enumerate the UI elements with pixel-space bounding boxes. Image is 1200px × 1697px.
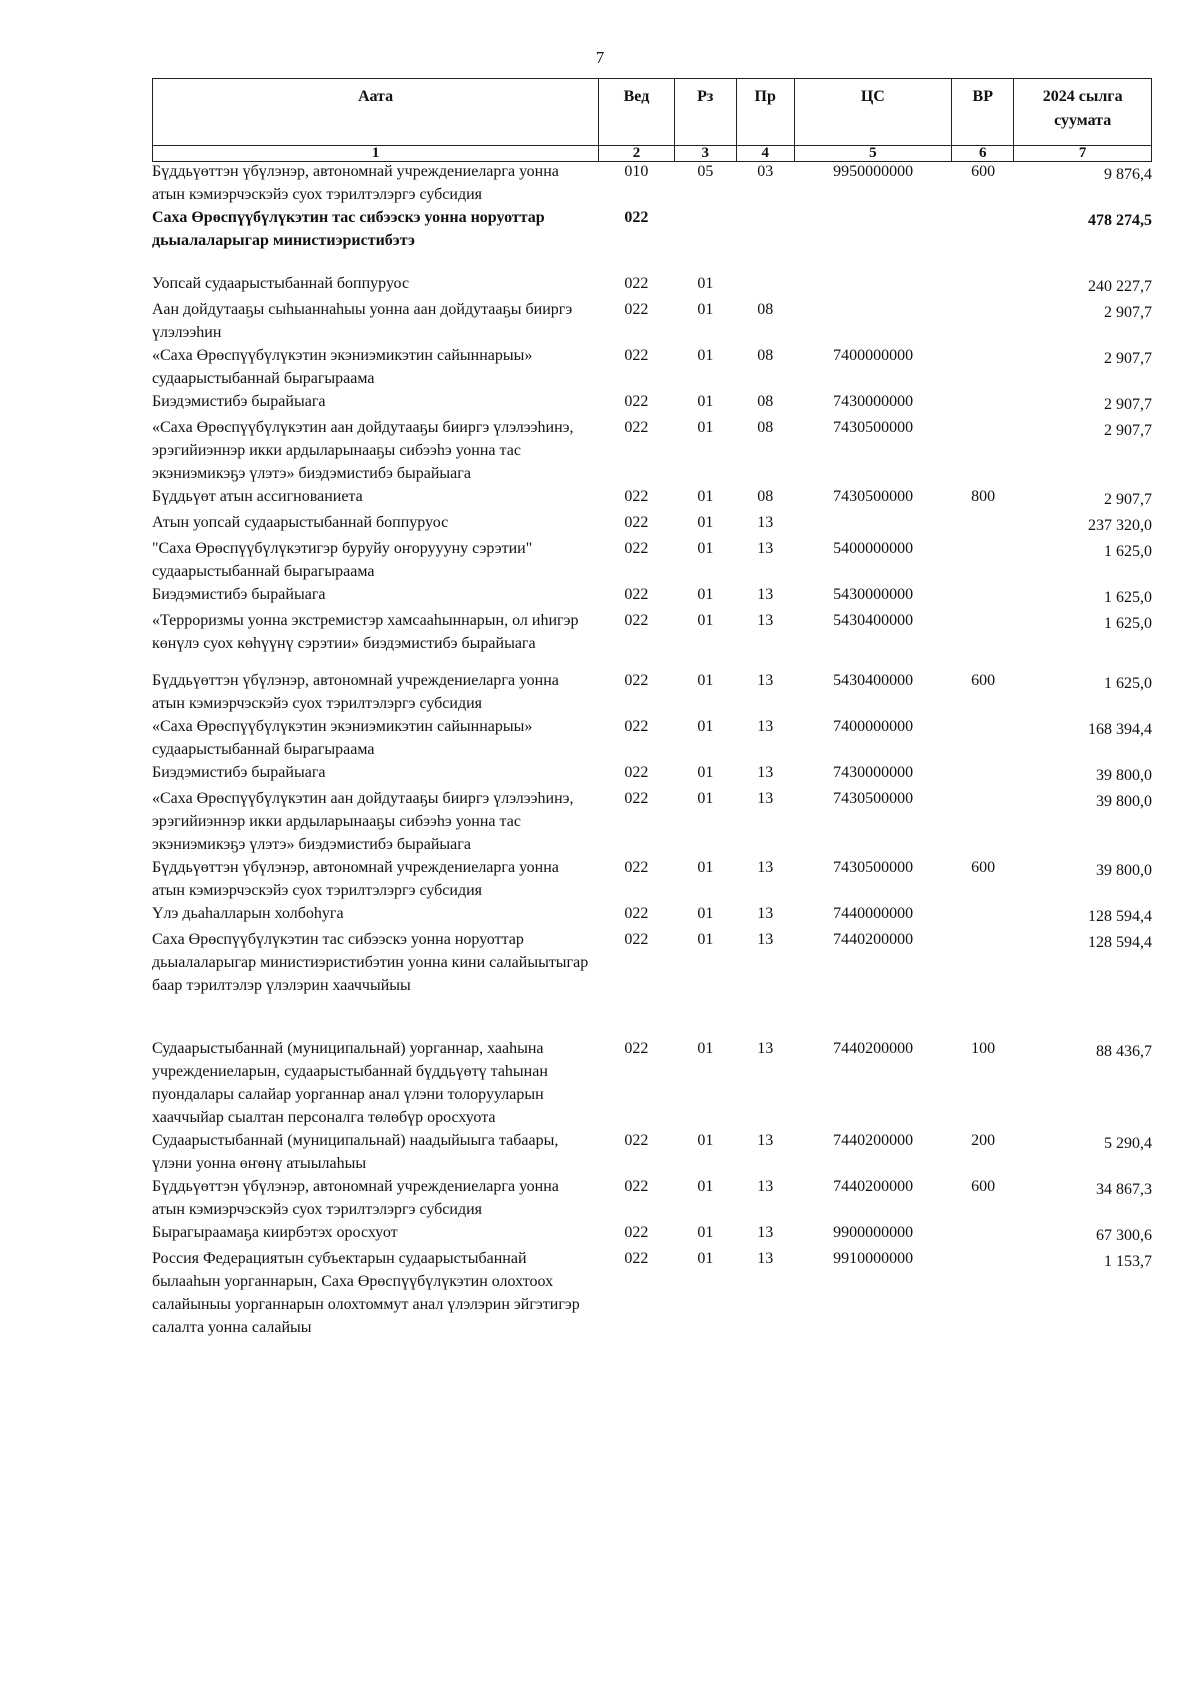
table-row — [152, 1129, 1152, 1175]
row-ved: 022 — [624, 347, 649, 364]
row-rz: 01 — [697, 488, 714, 505]
row-ved: 022 — [624, 672, 649, 689]
row-sum: 67 300,6 — [1096, 1227, 1152, 1244]
row-vr: 200 — [971, 1132, 996, 1149]
row-rz: 01 — [697, 790, 714, 807]
row-ved: 010 — [624, 163, 649, 180]
row-vr — [952, 298, 1014, 344]
row-cs: 7400000000 — [833, 347, 914, 364]
row-ved: 022 — [624, 275, 649, 292]
col-header-cs: ЦС — [794, 79, 952, 146]
table-header — [152, 78, 1152, 162]
table-row — [152, 1221, 1152, 1247]
col-header-ved: Вед — [599, 79, 674, 146]
row-rz: 01 — [697, 393, 714, 410]
row-cs — [794, 206, 952, 272]
row-cs: 7400000000 — [833, 718, 914, 735]
row-sum: 2 907,7 — [1104, 350, 1152, 367]
budget-table — [152, 160, 1152, 1339]
row-vr — [952, 206, 1014, 272]
row-pr: 08 — [757, 488, 774, 505]
row-pr: 13 — [757, 612, 774, 629]
row-pr: 08 — [757, 347, 774, 364]
row-ved: 022 — [624, 1132, 649, 1149]
row-ved: 022 — [624, 301, 649, 318]
row-name: «Терроризмы уонна экстремистэр хамсааһыннарын, ол иһигэр көнүлэ суох көһүүнү сэрэтии» биэдэмистибэ бырайыага — [152, 612, 579, 652]
row-sum: 2 907,7 — [1104, 422, 1152, 439]
row-name: Саха Өрөспүүбүлүкэтин тас сибээскэ уонна норуоттар дьыалаларыгар министиэристибэтэ — [152, 209, 545, 249]
row-vr — [952, 715, 1014, 761]
row-ved: 022 — [624, 1224, 649, 1241]
row-ved: 022 — [624, 859, 649, 876]
row-ved: 022 — [624, 540, 649, 557]
row-vr — [952, 761, 1014, 787]
row-rz: 01 — [697, 859, 714, 876]
row-cs: 5430400000 — [833, 612, 914, 629]
row-ved: 022 — [624, 764, 649, 781]
col-header-rz: Рз — [674, 79, 736, 146]
row-pr: 08 — [757, 301, 774, 318]
row-pr: 13 — [757, 540, 774, 557]
col-header-name: Аата — [153, 79, 599, 146]
row-rz: 01 — [697, 1224, 714, 1241]
table-row — [152, 787, 1152, 856]
row-sum: 128 594,4 — [1088, 934, 1152, 951]
row-pr: 13 — [757, 718, 774, 735]
table-row — [152, 511, 1152, 537]
row-pr: 13 — [757, 1250, 774, 1267]
row-rz: 01 — [697, 540, 714, 557]
row-sum: 1 153,7 — [1104, 1253, 1152, 1270]
row-ved: 022 — [624, 1040, 649, 1057]
row-rz: 01 — [697, 347, 714, 364]
row-pr: 13 — [757, 1224, 774, 1241]
row-sum: 39 800,0 — [1096, 767, 1152, 784]
row-rz: 01 — [697, 1132, 714, 1149]
row-cs: 9950000000 — [833, 163, 914, 180]
row-sum: 1 625,0 — [1104, 675, 1152, 692]
row-name: Судаарыстыбаннай (муниципальнай) наадыйыыга табаары, үлэни уонна өҥөнү атыылаһыы — [152, 1132, 559, 1172]
row-cs: 7440000000 — [833, 905, 914, 922]
row-vr — [952, 272, 1014, 298]
row-ved: 022 — [624, 419, 649, 436]
row-pr: 08 — [757, 419, 774, 436]
table-row — [152, 1247, 1152, 1339]
row-name: Бүддьүөттэн үбүлэнэр, автономнай учреждениеларга уонна атын кэмиэрчэскэйэ суох тэрилтэлэргэ субсидия — [152, 859, 559, 899]
row-cs: 7430000000 — [833, 393, 914, 410]
row-vr: 600 — [971, 672, 996, 689]
row-name: "Саха Өрөспүүбүлүкэтигэр буруйу оҥоруууну сэрэтии" судаарыстыбаннай бырагыраама — [152, 540, 533, 580]
row-vr — [952, 1221, 1014, 1247]
row-cs — [794, 272, 952, 298]
col-number-6: 6 — [952, 146, 1014, 162]
table-row — [152, 272, 1152, 298]
table-row — [152, 902, 1152, 928]
row-sum: 39 800,0 — [1096, 862, 1152, 879]
row-vr — [952, 511, 1014, 537]
table-row — [152, 206, 1152, 272]
row-rz: 01 — [697, 514, 714, 531]
row-name: Үлэ дьаһалларын холбоһуга — [152, 905, 344, 922]
row-sum: 128 594,4 — [1088, 908, 1152, 925]
col-number-1: 1 — [153, 146, 599, 162]
row-vr — [952, 1247, 1014, 1339]
row-pr: 13 — [757, 859, 774, 876]
row-sum: 2 907,7 — [1104, 491, 1152, 508]
row-rz: 01 — [697, 718, 714, 735]
row-name: «Саха Өрөспүүбүлүкэтин аан дойдутааҕы бииргэ үлэлээһинэ, эрэгийиэннэр икки ардыларынааҕы сибээһэ уонна тас экэниэмикэҕэ үлэтэ» биэдэмистибэ бырайыага — [152, 419, 574, 482]
col-header-vr: ВР — [952, 79, 1014, 146]
table-row — [152, 715, 1152, 761]
table-row — [152, 1175, 1152, 1221]
row-pr: 13 — [757, 905, 774, 922]
row-vr — [952, 344, 1014, 390]
row-vr: 600 — [971, 859, 996, 876]
col-header-sum — [1014, 79, 1152, 146]
row-pr: 13 — [757, 931, 774, 948]
row-vr: 600 — [971, 163, 996, 180]
row-cs: 9910000000 — [833, 1250, 914, 1267]
row-vr: 100 — [971, 1040, 996, 1057]
row-rz: 01 — [697, 419, 714, 436]
row-sum: 39 800,0 — [1096, 793, 1152, 810]
row-pr: 13 — [757, 790, 774, 807]
col-header-sum-line1: 2024 сылга — [1042, 88, 1123, 105]
row-sum: 240 227,7 — [1088, 278, 1152, 295]
table-row — [152, 298, 1152, 344]
row-cs: 5400000000 — [833, 540, 914, 557]
row-cs: 7430500000 — [833, 790, 914, 807]
row-rz: 01 — [697, 931, 714, 948]
row-cs — [794, 511, 952, 537]
row-sum: 1 625,0 — [1104, 615, 1152, 632]
row-name: Биэдэмистибэ бырайыага — [152, 586, 326, 603]
row-cs: 7430500000 — [833, 859, 914, 876]
row-sum: 34 867,3 — [1096, 1181, 1152, 1198]
row-sum: 478 274,5 — [1088, 212, 1152, 229]
row-ved: 022 — [624, 586, 649, 603]
row-ved: 022 — [624, 1178, 649, 1195]
row-rz: 01 — [697, 1250, 714, 1267]
row-ved: 022 — [624, 393, 649, 410]
row-cs: 7430000000 — [833, 764, 914, 781]
col-number-2: 2 — [599, 146, 674, 162]
row-rz: 01 — [697, 275, 714, 292]
row-cs: 9900000000 — [833, 1224, 914, 1241]
row-name: Россия Федерациятын субъектарын судаарыстыбаннай былааһын уорганнарын, Саха Өрөспүүбүлүкэтин олохтоох салайыныы уорганнарын олохтоммут анал үлэлэрин эйгэтигэр салалта уонна салайыы — [152, 1250, 580, 1336]
row-name: Бүддьүөттэн үбүлэнэр, автономнай учреждениеларга уонна атын кэмиэрчэскэйэ суох тэрилтэлэргэ субсидия — [152, 163, 559, 203]
table-row — [152, 1037, 1152, 1129]
row-sum: 168 394,4 — [1088, 721, 1152, 738]
table-row — [152, 390, 1152, 416]
row-name: Уопсай судаарыстыбаннай боппуруос — [152, 275, 410, 292]
row-pr: 13 — [757, 1132, 774, 1149]
row-pr: 13 — [757, 1040, 774, 1057]
row-name: Саха Өрөспүүбүлүкэтин тас сибээскэ уонна норуоттар дьыалаларыгар министиэристибэтин уонна кини салайыытыгар баар тэрилтэлэр үлэлэрин хааччыйыы — [152, 931, 589, 994]
row-name: Бүддьүөттэн үбүлэнэр, автономнай учреждениеларга уонна атын кэмиэрчэскэйэ суох тэрилтэлэргэ субсидия — [152, 672, 559, 712]
row-vr — [952, 583, 1014, 609]
row-sum: 88 436,7 — [1096, 1043, 1152, 1060]
row-rz: 01 — [697, 905, 714, 922]
row-vr — [952, 902, 1014, 928]
row-sum: 1 625,0 — [1104, 543, 1152, 560]
col-number-4: 4 — [736, 146, 794, 162]
row-name: «Саха Өрөспүүбүлүкэтин аан дойдутааҕы бииргэ үлэлээһинэ, эрэгийиэннэр икки ардыларынааҕы сибээһэ уонна тас экэниэмикэҕэ үлэтэ» биэдэмистибэ бырайыага — [152, 790, 574, 853]
row-sum: 2 907,7 — [1104, 396, 1152, 413]
row-sum: 2 907,7 — [1104, 304, 1152, 321]
row-vr — [952, 609, 1014, 669]
table-row — [152, 416, 1152, 485]
row-rz — [674, 206, 736, 272]
row-sum: 1 625,0 — [1104, 589, 1152, 606]
row-ved: 022 — [624, 1250, 649, 1267]
col-number-5: 5 — [794, 146, 952, 162]
row-pr: 13 — [757, 514, 774, 531]
table-row — [152, 344, 1152, 390]
row-vr — [952, 787, 1014, 856]
row-name: «Саха Өрөспүүбүлүкэтин экэниэмикэтин сайыннарыы» судаарыстыбаннай бырагыраама — [152, 718, 533, 758]
table-row — [152, 160, 1152, 206]
row-vr — [952, 537, 1014, 583]
row-pr — [736, 206, 794, 272]
col-number-3: 3 — [674, 146, 736, 162]
row-name: «Саха Өрөспүүбүлүкэтин экэниэмикэтин сайыннарыы» судаарыстыбаннай бырагыраама — [152, 347, 533, 387]
table-row — [152, 583, 1152, 609]
row-vr: 600 — [971, 1178, 996, 1195]
row-pr: 13 — [757, 764, 774, 781]
row-ved: 022 — [624, 790, 649, 807]
table-row — [152, 669, 1152, 715]
table-row — [152, 609, 1152, 669]
row-rz: 01 — [697, 672, 714, 689]
page-number: 7 — [595, 48, 605, 67]
row-pr: 13 — [757, 672, 774, 689]
row-ved: 022 — [624, 488, 649, 505]
row-cs: 7440200000 — [833, 931, 914, 948]
col-number-7: 7 — [1014, 146, 1152, 162]
row-name: Атын уопсай судаарыстыбаннай боппуруос — [152, 514, 449, 531]
row-name: Бүддьүөттэн үбүлэнэр, автономнай учреждениеларга уонна атын кэмиэрчэскэйэ суох тэрилтэлэргэ субсидия — [152, 1178, 559, 1218]
table-row — [152, 485, 1152, 511]
row-sum: 237 320,0 — [1088, 517, 1152, 534]
row-ved: 022 — [624, 209, 649, 226]
row-pr: 13 — [757, 586, 774, 603]
row-vr — [952, 390, 1014, 416]
row-cs: 7430500000 — [833, 488, 914, 505]
table-row — [152, 856, 1152, 902]
row-ved: 022 — [624, 905, 649, 922]
row-cs: 7440200000 — [833, 1178, 914, 1195]
row-name: Биэдэмистибэ бырайыага — [152, 393, 326, 410]
row-ved: 022 — [624, 931, 649, 948]
row-pr: 13 — [757, 1178, 774, 1195]
table-row — [152, 928, 1152, 1037]
row-rz: 01 — [697, 586, 714, 603]
table-row — [152, 761, 1152, 787]
row-vr — [952, 928, 1014, 1037]
row-name: Биэдэмистибэ бырайыага — [152, 764, 326, 781]
row-pr: 03 — [757, 163, 774, 180]
row-ved: 022 — [624, 718, 649, 735]
row-pr: 08 — [757, 393, 774, 410]
row-rz: 01 — [697, 612, 714, 629]
row-cs: 5430400000 — [833, 672, 914, 689]
row-cs: 5430000000 — [833, 586, 914, 603]
row-cs: 7440200000 — [833, 1132, 914, 1149]
col-header-sum-line2: суумата — [1054, 112, 1112, 129]
row-name: Бүддьүөт атын ассигнованиета — [152, 488, 363, 505]
row-sum: 5 290,4 — [1104, 1135, 1152, 1152]
table-row — [152, 537, 1152, 583]
row-cs: 7440200000 — [833, 1040, 914, 1057]
row-rz: 01 — [697, 764, 714, 781]
row-cs: 7430500000 — [833, 419, 914, 436]
row-vr — [952, 416, 1014, 485]
row-ved: 022 — [624, 514, 649, 531]
row-name: Аан дойдутааҕы сыһыаннаһыы уонна аан дойдутааҕы бииргэ үлэлээһин — [152, 301, 573, 341]
row-name: Судаарыстыбаннай (муниципальнай) уорганнар, хааһына учреждениеларын, судаарыстыбаннай бүддьүөтү таһынан пуондалары салайар уорганнар анал үлэни толорууларын хааччыйар сыалтан персоналга төлөбүр оросхуота — [152, 1040, 548, 1126]
row-vr: 800 — [971, 488, 996, 505]
row-sum: 9 876,4 — [1104, 166, 1152, 183]
row-rz: 01 — [697, 1040, 714, 1057]
row-cs — [794, 298, 952, 344]
col-header-pr: Пр — [736, 79, 794, 146]
row-rz: 01 — [697, 301, 714, 318]
row-pr — [736, 272, 794, 298]
row-rz: 05 — [697, 163, 714, 180]
row-name: Бырагыраамаҕа киирбэтэх оросхуот — [152, 1224, 398, 1241]
row-ved: 022 — [624, 612, 649, 629]
row-rz: 01 — [697, 1178, 714, 1195]
